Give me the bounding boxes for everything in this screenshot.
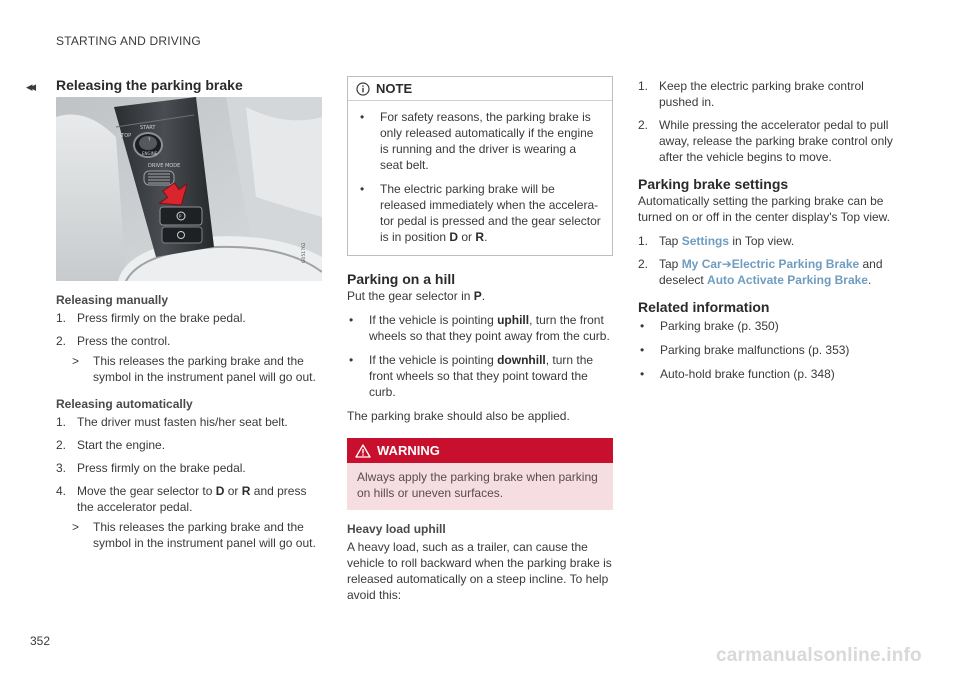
gear-r: R xyxy=(241,484,251,498)
list-item xyxy=(56,483,322,551)
info-icon xyxy=(356,82,370,96)
page-number: 352 xyxy=(30,634,51,648)
parking-brake-illustration xyxy=(56,97,322,281)
text-fragment: Tap xyxy=(659,257,682,271)
manual-steps xyxy=(56,310,322,385)
svg-text:ENGINE: ENGINE xyxy=(142,151,158,156)
step-text: While pressing the accelerator pedal to pull away, release the parking brake control only after the vehicle begins to move. xyxy=(659,118,893,164)
warning-title: WARNING xyxy=(377,442,440,458)
step-text: Keep the electric parking brake control pushed in. xyxy=(659,79,864,109)
list-item xyxy=(56,437,322,453)
gear-d: D xyxy=(449,230,459,244)
heading-parking-brake-settings: Parking brake settings xyxy=(638,176,789,192)
warning-text: Always apply the parking brake when parking on hills or uneven surfaces. xyxy=(357,470,598,500)
svg-text:START: START xyxy=(140,125,156,131)
hill-outro: The parking brake should also be applied. xyxy=(347,409,570,423)
step-number: 1. xyxy=(56,311,67,325)
note-text: For safety reasons, the parking brake is only released automatically if the engine is running and the driver is wearing a seat belt. xyxy=(380,110,594,172)
list-item xyxy=(56,460,322,476)
my-car-menu-link[interactable]: My Car xyxy=(681,257,722,271)
result-text: This releases the parking brake and the symbol in the instrument panel will go out. xyxy=(93,354,316,384)
warning-icon xyxy=(355,444,371,458)
text-fragment: in Top view. xyxy=(729,234,795,248)
result-marker: > xyxy=(72,520,80,534)
svg-text:P: P xyxy=(179,214,182,219)
step-number: 2. xyxy=(638,257,649,271)
list-item xyxy=(56,333,322,385)
text-fragment: or xyxy=(458,230,476,244)
text-fragment: . xyxy=(484,230,488,244)
bullet: • xyxy=(360,182,365,196)
list-item xyxy=(358,109,602,173)
text-fragment: and press the accelerator pedal. xyxy=(77,484,307,514)
related-link[interactable] xyxy=(638,342,904,358)
list-item xyxy=(358,181,602,245)
text-fragment: and deselect xyxy=(659,257,883,287)
list-item xyxy=(638,78,904,110)
bullet: • xyxy=(349,353,354,367)
related-link-text: Parking brake (p. 350) xyxy=(660,319,779,333)
list-item xyxy=(347,352,613,400)
hill-intro xyxy=(347,288,613,304)
step-number: 2. xyxy=(638,118,649,132)
step-text: Press firmly on the brake pedal. xyxy=(77,311,246,325)
heading-releasing-automatically: Releasing automatically xyxy=(56,397,193,411)
note-header xyxy=(348,77,612,101)
electric-parking-brake-link[interactable]: Electric Parking Brake xyxy=(731,257,860,271)
hill-list xyxy=(347,312,613,400)
warning-box xyxy=(347,438,613,510)
bullet: • xyxy=(349,313,354,327)
warning-header xyxy=(347,438,613,463)
related-link[interactable] xyxy=(638,318,904,334)
text-fragment: , turn the front wheels so that they point away from the curb. xyxy=(369,313,610,343)
result-text: This releases the parking brake and the symbol in the instrument panel will go out. xyxy=(93,520,316,550)
text-fragment: Move the gear selector to xyxy=(77,484,216,498)
svg-text:STOP: STOP xyxy=(118,133,132,139)
list-item xyxy=(638,233,904,249)
note-list xyxy=(358,109,602,245)
settings-intro: Automatically setting the parking brake can be turned on or off in the center display's Top view. xyxy=(638,194,890,224)
heading-heavy-load: Heavy load uphill xyxy=(347,522,446,536)
text-fragment: If the vehicle is pointing xyxy=(369,353,498,367)
running-head: STARTING AND DRIVING xyxy=(56,34,201,48)
step-text: Start the engine. xyxy=(77,438,166,452)
step-text: Press firmly on the brake pedal. xyxy=(77,461,246,475)
bullet: • xyxy=(640,367,645,381)
watermark: carmanualsonline.info xyxy=(716,645,922,666)
step-number: 1. xyxy=(56,415,67,429)
text-fragment: . xyxy=(867,273,872,287)
heading-related-information: Related information xyxy=(638,299,770,315)
list-item xyxy=(56,414,322,430)
related-link[interactable] xyxy=(638,366,904,382)
auto-activate-parking-brake-link[interactable]: Auto Activate Parking Brake xyxy=(707,273,868,287)
column-right xyxy=(638,76,904,390)
related-list xyxy=(638,318,904,382)
list-item xyxy=(638,256,904,288)
text-fragment: or xyxy=(224,484,242,498)
heading-releasing-manually: Releasing manually xyxy=(56,293,169,307)
list-item xyxy=(347,312,613,344)
step-result xyxy=(56,353,322,385)
back-arrow-icon[interactable]: ◂◂ xyxy=(26,79,34,94)
svg-text:DRIVE MODE: DRIVE MODE xyxy=(148,163,181,169)
arrow-right-icon: ➔ xyxy=(721,257,732,271)
gear-p: P xyxy=(473,289,482,303)
list-item xyxy=(56,310,322,326)
section-title: Releasing the parking brake xyxy=(56,77,243,93)
bullet: • xyxy=(640,343,645,357)
svg-text:↑: ↑ xyxy=(147,137,152,143)
related-link-text: Auto-hold brake function (p. 348) xyxy=(660,367,835,381)
step-number: 1. xyxy=(638,79,649,93)
step-number: 1. xyxy=(638,234,649,248)
step-text: The driver must fasten his/her seat belt. xyxy=(77,415,288,429)
downhill-keyword: downhill xyxy=(497,353,546,367)
heavy-load-text: A heavy load, such as a trailer, can cause the vehicle to roll backward when the parking brake is released automatically on a steep incline. To help avoid this: xyxy=(347,540,612,602)
text-fragment: If the vehicle is pointing xyxy=(369,313,498,327)
text-fragment: Put the gear selector in xyxy=(347,289,474,303)
heading-parking-on-hill: Parking on a hill xyxy=(347,271,456,287)
bullet: • xyxy=(640,319,645,333)
bullet: • xyxy=(360,110,365,124)
gear-r: R xyxy=(475,230,485,244)
uphill-keyword: uphill xyxy=(497,313,530,327)
step-number: 4. xyxy=(56,484,67,498)
column-left xyxy=(56,76,322,558)
automatic-steps xyxy=(56,414,322,551)
result-marker: > xyxy=(72,354,80,368)
gear-d: D xyxy=(215,484,225,498)
step-result xyxy=(56,519,322,551)
settings-steps xyxy=(638,233,904,288)
note-box xyxy=(347,76,613,256)
step-number: 2. xyxy=(56,334,67,348)
figure-code: G051762 xyxy=(302,242,307,263)
related-link-text: Parking brake malfunctions (p. 353) xyxy=(660,343,850,357)
list-item xyxy=(638,117,904,165)
note-title: NOTE xyxy=(376,80,413,96)
step-number: 3. xyxy=(56,461,67,475)
note-text: The electric parking brake will be released immediately when the accelera-tor pedal is pressed and the gear selector is in position xyxy=(380,182,601,244)
hill-steps xyxy=(638,78,904,165)
text-fragment: , turn the front wheels so that they point toward the curb. xyxy=(369,353,594,399)
column-middle xyxy=(347,76,613,611)
text-fragment: Tap xyxy=(659,234,682,248)
settings-menu-link[interactable]: Settings xyxy=(681,234,730,248)
text-fragment: . xyxy=(481,289,486,303)
step-number: 2. xyxy=(56,438,67,452)
step-text: Press the control. xyxy=(77,334,171,348)
